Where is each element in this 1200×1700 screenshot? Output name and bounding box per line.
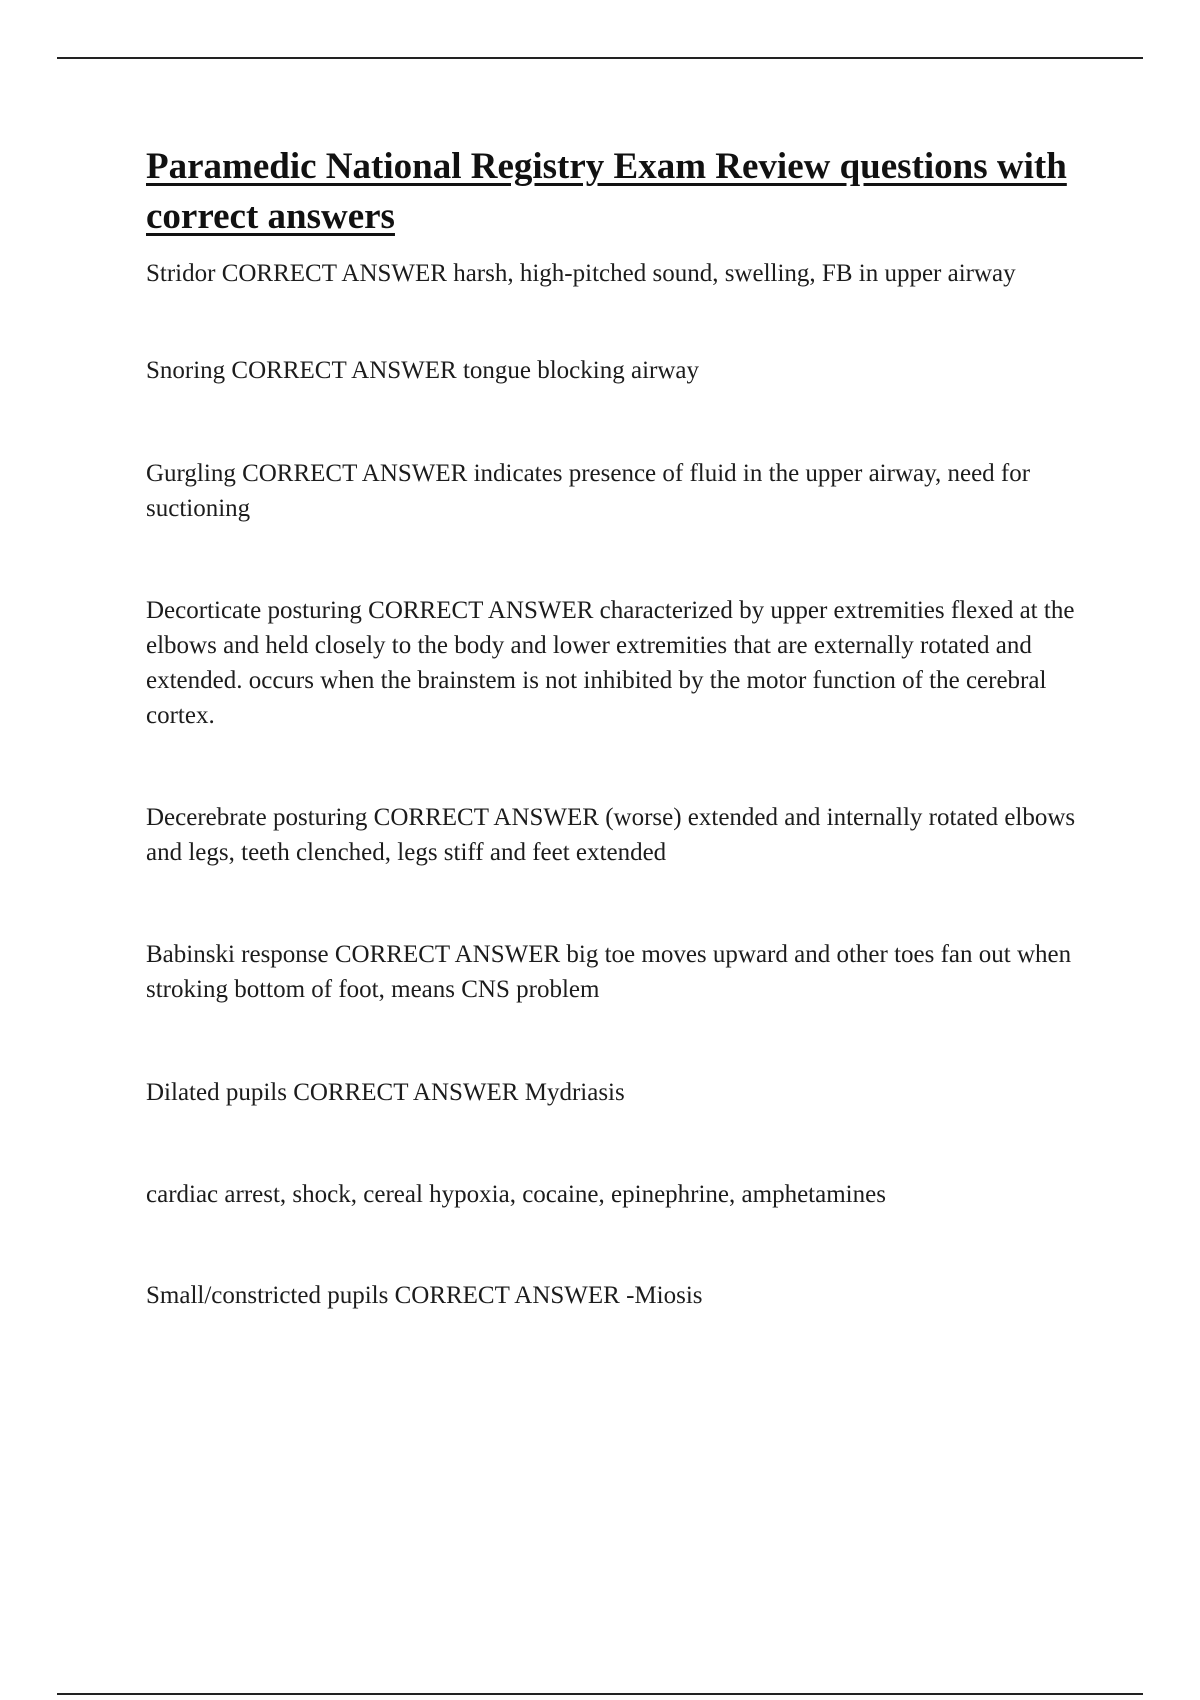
qa-entry-causes: cardiac arrest, shock, cereal hypoxia, cocaine, epinephrine, amphetamines (146, 1181, 886, 1208)
top-rule (57, 57, 1143, 59)
qa-list (146, 256, 1096, 1313)
qa-entry-babinski: Babinski response CORRECT ANSWER big toe moves upward and other toes fan out when stroking bottom of foot, means CNS problem (146, 941, 1072, 1003)
qa-entry-decerebrate: Decerebrate posturing CORRECT ANSWER (worse) extended and internally rotated elbows and legs, teeth clenched, legs stiff and feet extended (146, 804, 1076, 866)
qa-entry-gurgling: Gurgling CORRECT ANSWER indicates presence of fluid in the upper airway, need for suctioning (146, 460, 1031, 522)
qa-entry-dilated-pupils: Dilated pupils CORRECT ANSWER Mydriasis (146, 1079, 625, 1106)
qa-entry-snoring: Snoring CORRECT ANSWER tongue blocking airway (146, 357, 699, 384)
qa-entry-stridor: Stridor CORRECT ANSWER harsh, high-pitched sound, swelling, FB in upper airway (146, 260, 1016, 287)
document-title: Paramedic National Registry Exam Review questions with correct answers (146, 146, 1067, 237)
page-content (146, 142, 1096, 1313)
qa-entry-decorticate: Decorticate posturing CORRECT ANSWER characterized by upper extremities flexed at the elbows and held closely to the body and lower extremities that are externally rotated and extended. occurs when the brainstem is not inhibited by the motor function of the cerebral cortex. (146, 597, 1075, 729)
qa-entry-small-pupils: Small/constricted pupils CORRECT ANSWER -Miosis (146, 1282, 703, 1309)
bottom-rule (57, 1693, 1143, 1695)
